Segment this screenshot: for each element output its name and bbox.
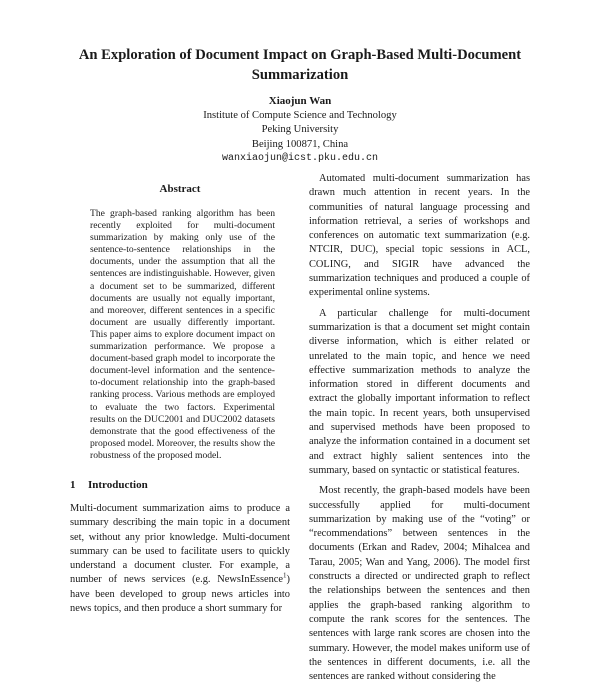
introduction-paragraph bbox=[70, 502, 290, 616]
intro-text-part1: Multi-document summarization aims to produce a summary describing the main topic in a document set, without any prior knowledge. Multi-document summary can be used to facilitate users to quickly understand a document cluster. For example, a number of news services (e.g. NewsInEssence bbox=[70, 503, 290, 586]
affiliation-university: Peking University bbox=[261, 124, 339, 135]
section-title: Introduction bbox=[88, 479, 148, 491]
intro-text-part2: ) have been developed to group news articles into news topics, and then produce a short summary for bbox=[70, 574, 290, 615]
author-name: Xiaojun Wan bbox=[268, 95, 332, 107]
abstract-heading: Abstract bbox=[159, 183, 201, 195]
paper-title: An Exploration of Document Impact on Graph-Based Multi-Document Summarization bbox=[78, 47, 522, 83]
affiliation-institute: Institute of Compute Science and Technology bbox=[203, 109, 397, 121]
right-paragraph-3: Most recently, the graph-based models have been successfully applied for multi-document summarization by making use of the “voting” or “recommendations” between sentences in the documents (Erkan and Radev, 2004; Mihalcea and Tarau, 2005; Wan and Yang, 2006). The model first constructs a directed or undirected graph to reflect the relationships between the sentences and then applies the graph-based ranking algorithm to compute the rank scores for the sentences. The sentences with large rank scores are chosen into the summary. However, the model makes uniform use of the sentences in different documents, i.e. all the sentences are ranked without considering the bbox=[309, 485, 530, 683]
section-number: 1 bbox=[70, 479, 76, 491]
footnote-marker: 1 bbox=[283, 572, 287, 581]
right-paragraph-1: Automated multi-document summarization has drawn much attention in recent years. In the communities of natural language processing and information retrieval, a series of workshops and conferences on automatic text summarization (e.g. NTCIR, DUC), special topic sessions in ACL, COLING, and SIGIR have advanced the summarization techniques and produced a couple of experimental online systems. bbox=[309, 173, 530, 299]
author-email: wanxiaojun@icst.pku.edu.cn bbox=[221, 153, 379, 164]
author-block bbox=[150, 94, 450, 167]
section-heading-introduction bbox=[70, 479, 148, 491]
author-address: Beijing 100871, China bbox=[251, 138, 349, 150]
right-column bbox=[309, 172, 530, 690]
right-paragraph-2: A particular challenge for multi-document summarization is that a document set might contain diverse information, which is either related or unrelated to the main topic, and hence we need effective summarization methods to analyze the information stored in different documents and extract the globally important information to reflect the main topic. In recent years, both unsupervised and supervised methods have been proposed to analyze the information contained in a document set and extract highly salient sentences into the summary, based on syntactic or statistical features. bbox=[309, 307, 530, 476]
abstract-text: The graph-based ranking algorithm has been recently exploited for multi-document summarization by making only use of the sentence-to-sentence relationships in the documents, under the assumption that all the sentences are indistinguishable. However, given a document set to be summarized, different documents are usually not equally important, and moreover, different sentences in a specific document are usually differently important. This paper aims to explore document impact on summarization performance. We propose a document-based graph model to incorporate the document-level information and the sentence-to-document relationship into the graph-based ranking process. Various methods are employed to evaluate the two factors. Experimental results on the DUC2001 and DUC2002 datasets demonstrate that the good effectiveness of the proposed model. Moreover, the results show the robustness of the proposed model. bbox=[90, 208, 275, 461]
